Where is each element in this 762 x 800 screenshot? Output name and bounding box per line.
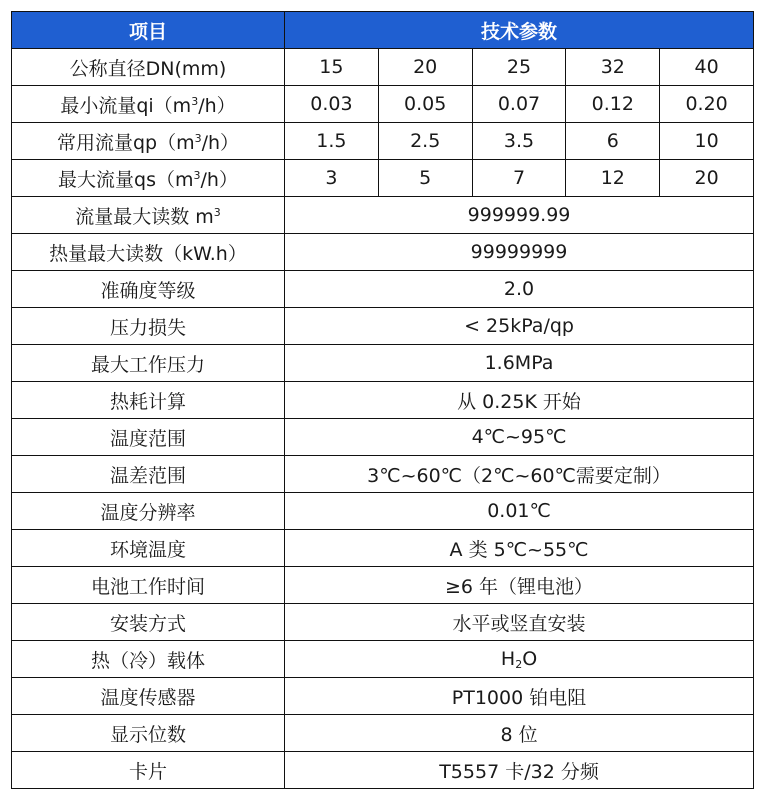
cell-value: 2.5 (378, 123, 472, 160)
row-label: 显示位数 (12, 715, 285, 752)
header-item: 项目 (12, 12, 285, 49)
cell-value: 15 (285, 49, 379, 86)
cell-value: 99999999 (285, 234, 754, 271)
row-label: 准确度等级 (12, 271, 285, 308)
cell-value: 5 (378, 160, 472, 197)
cell-value: 20 (378, 49, 472, 86)
table-row (12, 197, 754, 234)
cell-value: 0.03 (285, 86, 379, 123)
cell-value: 2.0 (285, 271, 754, 308)
cell-value: 40 (660, 49, 754, 86)
table-row (12, 49, 754, 86)
row-label: 热量最大读数（kW.h） (12, 234, 285, 271)
cell-value: 0.07 (472, 86, 566, 123)
cell-value: 水平或竖直安装 (285, 604, 754, 641)
cell-value: 25 (472, 49, 566, 86)
table-row (12, 567, 754, 604)
table-row (12, 86, 754, 123)
cell-value: 6 (566, 123, 660, 160)
cell-value: T5557 卡/32 分频 (285, 752, 754, 789)
row-label: 热耗计算 (12, 382, 285, 419)
cell-value: 7 (472, 160, 566, 197)
cell-value: 8 位 (285, 715, 754, 752)
row-label: 温差范围 (12, 456, 285, 493)
table-row (12, 641, 754, 678)
table-row (12, 160, 754, 197)
row-label: 压力损失 (12, 308, 285, 345)
cell-value: 4℃~95℃ (285, 419, 754, 456)
cell-value: 10 (660, 123, 754, 160)
cell-value: 12 (566, 160, 660, 197)
table-row (12, 271, 754, 308)
row-label: 温度分辨率 (12, 493, 285, 530)
cell-value: A 类 5℃~55℃ (285, 530, 754, 567)
row-label: 公称直径DN(mm) (12, 49, 285, 86)
cell-value: 0.05 (378, 86, 472, 123)
cell-value: 1.5 (285, 123, 379, 160)
cell-value: ≥6 年（锂电池） (285, 567, 754, 604)
cell-value: 0.12 (566, 86, 660, 123)
cell-value: 0.01℃ (285, 493, 754, 530)
cell-value: 3 (285, 160, 379, 197)
header-row (12, 12, 754, 49)
cell-value: $H_2O$ (285, 641, 754, 678)
row-label: 温度传感器 (12, 678, 285, 715)
table-row (12, 752, 754, 789)
header-specs: 技术参数 (285, 12, 754, 49)
cell-value: 999999.99 (285, 197, 754, 234)
cell-value: 20 (660, 160, 754, 197)
row-label: 电池工作时间 (12, 567, 285, 604)
cell-value: 1.6MPa (285, 345, 754, 382)
cell-value: 3.5 (472, 123, 566, 160)
table-row (12, 308, 754, 345)
row-label: 卡片 (12, 752, 285, 789)
spec-table-container (11, 11, 754, 789)
cell-value: 3℃~60℃（2℃~60℃需要定制） (285, 456, 754, 493)
row-label: 温度范围 (12, 419, 285, 456)
table-row (12, 345, 754, 382)
row-label: 最大工作压力 (12, 345, 285, 382)
table-row (12, 382, 754, 419)
cell-value: PT1000 铂电阻 (285, 678, 754, 715)
cell-value: 0.20 (660, 86, 754, 123)
cell-value: < 25kPa/qp (285, 308, 754, 345)
row-label: 环境温度 (12, 530, 285, 567)
table-row (12, 419, 754, 456)
row-label: 流量最大读数 $m^3$ (12, 197, 285, 234)
row-label: 最小流量$qi(m^3/h)$ (12, 86, 285, 123)
table-row (12, 123, 754, 160)
row-label: 热（冷）载体 (12, 641, 285, 678)
table-row (12, 530, 754, 567)
cell-value: 从 0.25K 开始 (285, 382, 754, 419)
row-label: 安装方式 (12, 604, 285, 641)
table-row (12, 604, 754, 641)
row-label: 常用流量$qp(m^3/h)$ (12, 123, 285, 160)
table-row (12, 493, 754, 530)
table-row (12, 678, 754, 715)
cell-value: 32 (566, 49, 660, 86)
table-row (12, 715, 754, 752)
table-row (12, 456, 754, 493)
spec-table (11, 11, 754, 789)
row-label: 最大流量$qs(m^3/h)$ (12, 160, 285, 197)
table-row (12, 234, 754, 271)
